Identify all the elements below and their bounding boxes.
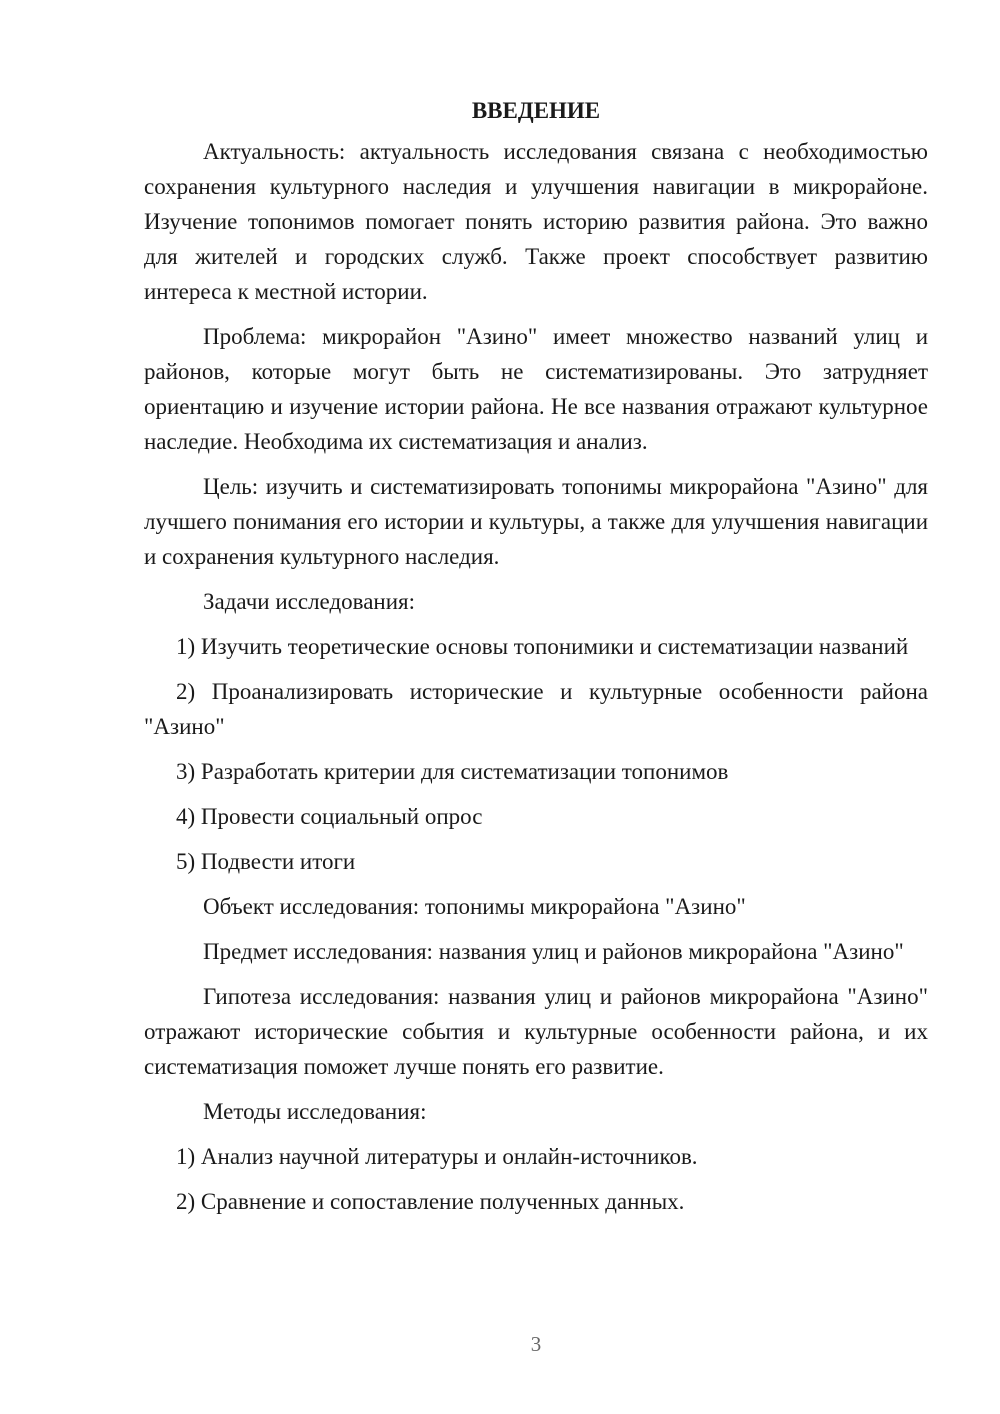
section-title: ВВЕДЕНИЕ (471, 98, 601, 123)
method-item-2: 2) Сравнение и сопоставление полученных данных. (176, 1189, 685, 1214)
relevance-paragraph: Актуальность: актуальность исследования связана с необходимостью сохранения культурного наследия и улучшения навигации в микрорайоне. Изучение топонимов помогает понять историю развития района. Это важно для жителей и городских служб. Также проект способствует развитию интереса к местной истории. (144, 139, 928, 304)
method-item-1: 1) Анализ научной литературы и онлайн-источников. (176, 1144, 698, 1169)
task-item-3: 3) Разработать критерии для систематизации топонимов (176, 759, 729, 784)
methods-heading: Методы исследования: (203, 1099, 427, 1124)
page-content (144, 93, 928, 1229)
task-item-2: 2) Проанализировать исторические и культурные особенности района "Азино" (144, 679, 928, 739)
tasks-heading: Задачи исследования: (203, 589, 416, 614)
problem-paragraph: Проблема: микрорайон "Азино" имеет множество названий улиц и районов, которые могут быть не систематизированы. Это затрудняет ориентацию и изучение истории района. Не все названия отражают культурное наследие. Необходима их систематизация и анализ. (144, 324, 928, 454)
hypothesis-paragraph: Гипотеза исследования: названия улиц и районов микрорайона "Азино" отражают исторические события и культурные особенности района, и их систематизация поможет лучше понять его развитие. (144, 984, 928, 1079)
task-item-4: 4) Провести социальный опрос (176, 804, 483, 829)
subject-paragraph: Предмет исследования: названия улиц и районов микрорайона "Азино" (203, 939, 904, 964)
goal-paragraph: Цель: изучить и систематизировать топонимы микрорайона "Азино" для лучшего понимания его истории и культуры, а также для улучшения навигации и сохранения культурного наследия. (144, 474, 928, 569)
task-item-5: 5) Подвести итоги (176, 849, 356, 874)
task-item-1: 1) Изучить теоретические основы топонимики и систематизации названий (176, 634, 909, 659)
page-number: 3 (530, 1332, 542, 1356)
object-paragraph: Объект исследования: топонимы микрорайона "Азино" (203, 894, 746, 919)
